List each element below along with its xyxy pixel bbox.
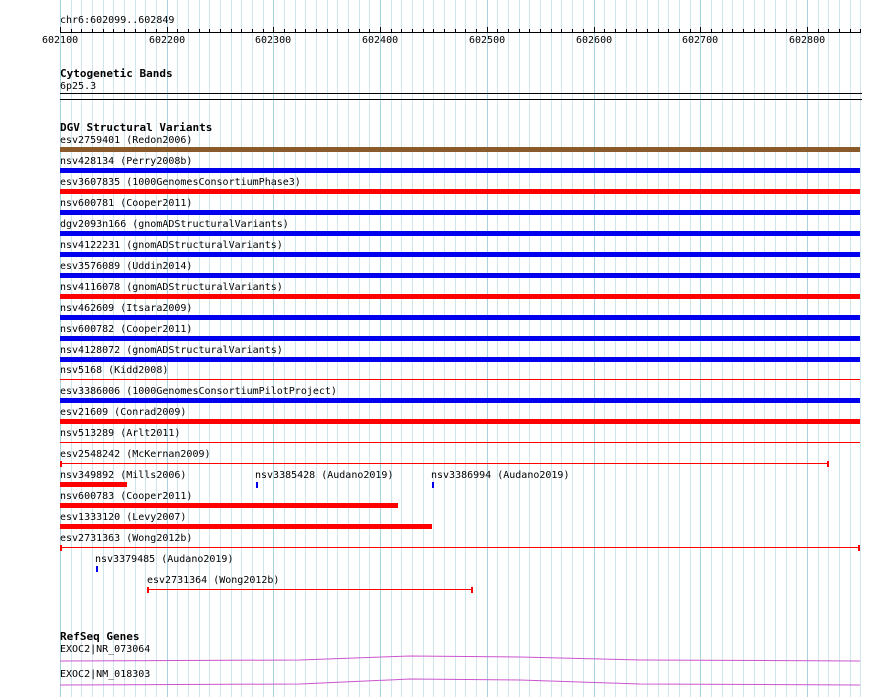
variant-label[interactable]: esv1333120 (Levy2007): [60, 512, 187, 524]
variant-label[interactable]: nsv4122231 (gnomADStructuralVariants): [60, 239, 283, 251]
variant-label[interactable]: nsv462609 (Itsara2009): [60, 302, 193, 314]
variant-label[interactable]: nsv4128072 (gnomADStructuralVariants): [60, 344, 283, 356]
variant-label[interactable]: nsv600782 (Cooper2011): [60, 323, 193, 335]
ruler-tick-label: 602100: [42, 35, 79, 46]
variant-label[interactable]: nsv3386994 (Audano2019): [431, 470, 570, 482]
gene-label[interactable]: EXOC2|NR_073064: [60, 644, 151, 655]
variant-label[interactable]: nsv349892 (Mills2006): [60, 470, 187, 482]
variant-label[interactable]: esv2731364 (Wong2012b): [147, 574, 280, 586]
ruler-tick-label: 602800: [789, 35, 826, 46]
variant-label[interactable]: esv21609 (Conrad2009): [60, 407, 187, 419]
variant-label[interactable]: esv2759401 (Redon2006): [60, 135, 193, 146]
variant-label[interactable]: nsv3385428 (Audano2019): [255, 470, 394, 482]
ruler-tick-label: 602300: [255, 35, 292, 46]
ruler-tick-label: 602600: [576, 35, 613, 46]
variant-label[interactable]: nsv600783 (Cooper2011): [60, 491, 193, 503]
gene-model-line: [60, 656, 860, 661]
variant-label[interactable]: nsv513289 (Arlt2011): [60, 428, 181, 440]
gene-label[interactable]: EXOC2|NM_018303: [60, 669, 151, 680]
variant-label[interactable]: esv2731363 (Wong2012b): [60, 533, 193, 545]
dgv-track-title: DGV Structural Variants: [60, 121, 213, 134]
variant-label[interactable]: nsv5168 (Kidd2008): [60, 365, 169, 377]
ruler-tick-label: 602500: [469, 35, 506, 46]
variant-label[interactable]: nsv428134 (Perry2008b): [60, 155, 193, 167]
ruler-tick-label: 602700: [682, 35, 719, 46]
cytoband-track-title: Cytogenetic Bands: [60, 67, 173, 80]
variant-label[interactable]: esv3607835 (1000GenomesConsortiumPhase3): [60, 176, 301, 188]
variant-label[interactable]: esv3386006 (1000GenomesConsortiumPilotProject): [60, 386, 337, 398]
cytoband-label: 6p25.3: [60, 81, 97, 92]
variant-label[interactable]: esv3576089 (Uddin2014): [60, 260, 193, 272]
gene-model-line: [60, 679, 860, 685]
ruler-tick-label: 602200: [149, 35, 186, 46]
refseq-track-title: RefSeq Genes: [60, 630, 140, 643]
variant-label[interactable]: nsv600781 (Cooper2011): [60, 197, 193, 209]
ruler-tick-label: 602400: [362, 35, 399, 46]
variant-label[interactable]: nsv3379485 (Audano2019): [95, 554, 234, 565]
variant-label[interactable]: nsv4116078 (gnomADStructuralVariants): [60, 281, 283, 293]
variant-label[interactable]: esv2548242 (McKernan2009): [60, 449, 211, 461]
variant-label[interactable]: dgv2093n166 (gnomADStructuralVariants): [60, 218, 289, 230]
location-label: chr6:602099..602849: [60, 15, 175, 26]
